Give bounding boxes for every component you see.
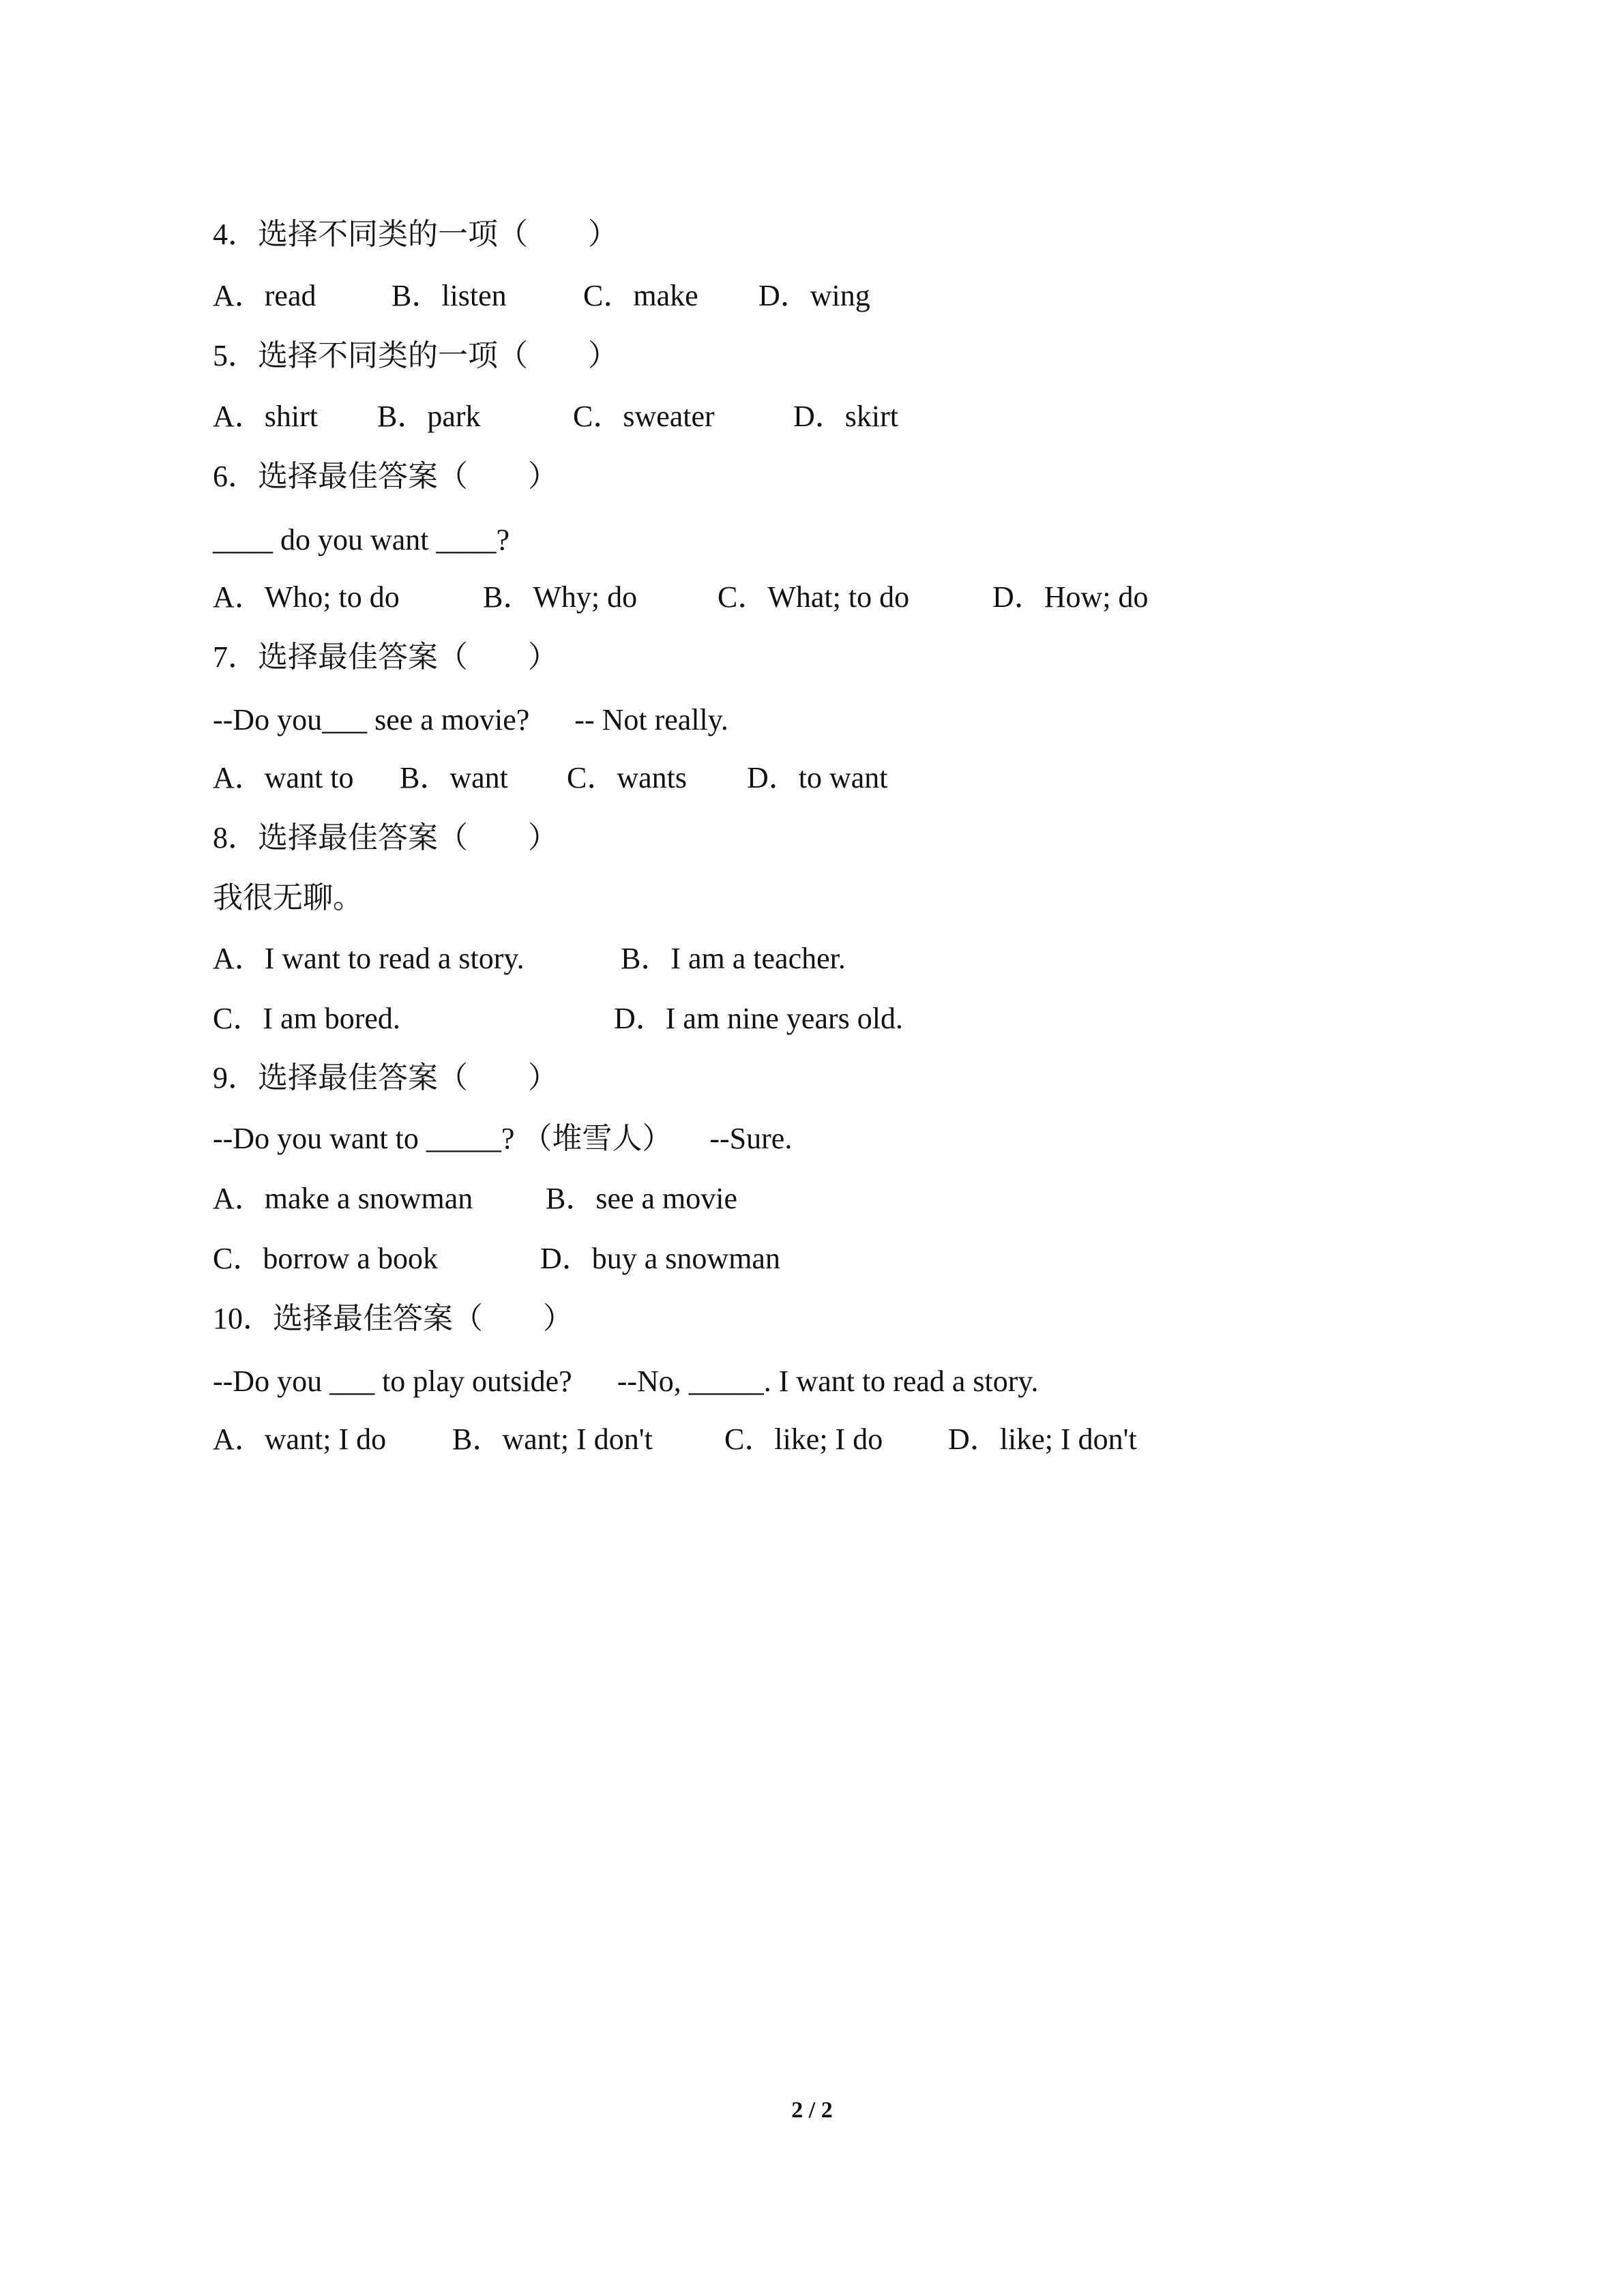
question-10-option-a: A．want; I do — [213, 1422, 387, 1456]
question-10-prompt: 10．选择最佳答案（ ） — [213, 1302, 573, 1335]
question-9-option-b: B．see a movie — [546, 1182, 738, 1215]
question-7-option-c: C．wants — [567, 761, 687, 794]
question-6-stem: ____ do you want ____? — [213, 523, 510, 556]
question-10-option-b: B．want; I don't — [452, 1422, 653, 1456]
question-9-option-d: D．buy a snowman — [540, 1242, 780, 1275]
question-8-option-d: D．I am nine years old. — [614, 1002, 903, 1035]
question-4-option-b: B．listen — [392, 279, 507, 312]
question-6-option-b: B．Why; do — [483, 580, 638, 614]
question-10-option-c: C．like; I do — [724, 1422, 883, 1456]
question-6-option-d: D．How; do — [992, 580, 1149, 614]
question-5-option-c: C．sweater — [573, 400, 715, 433]
question-8-option-c: C．I am bored. — [213, 1002, 400, 1035]
question-10-stem: --Do you ___ to play outside? --No, _____. I want to read a story. — [213, 1365, 1039, 1398]
question-9-option-c: C．borrow a book — [213, 1242, 438, 1275]
question-8-prompt: 8．选择最佳答案（ ） — [213, 821, 558, 854]
question-8-option-a: A．I want to read a story. — [213, 942, 525, 975]
question-9-stem: --Do you want to _____? （堆雪人） --Sure. — [213, 1122, 793, 1155]
question-6-option-a: A．Who; to do — [213, 580, 400, 614]
question-9-prompt: 9．选择最佳答案（ ） — [213, 1061, 558, 1094]
question-4-prompt: 4．选择不同类的一项（ ） — [213, 218, 618, 251]
question-7-option-a: A．want to — [213, 761, 354, 794]
page-number: 2 / 2 — [791, 2098, 833, 2123]
question-6-prompt: 6．选择最佳答案（ ） — [213, 460, 558, 493]
question-7-prompt: 7．选择最佳答案（ ） — [213, 640, 558, 674]
question-4-option-c: C．make — [583, 279, 698, 312]
question-5-option-d: D．skirt — [793, 400, 898, 433]
question-7-option-b: B．want — [400, 761, 508, 794]
question-5-prompt: 5．选择不同类的一项（ ） — [213, 339, 618, 372]
question-9-option-a: A．make a snowman — [213, 1182, 473, 1215]
question-6-option-c: C．What; to do — [718, 580, 910, 614]
question-8-stem: 我很无聊。 — [213, 881, 363, 914]
question-7-option-d: D．to want — [747, 761, 888, 794]
question-7-stem: --Do you___ see a movie? -- Not really. — [213, 703, 728, 736]
question-4-option-a: A．read — [213, 279, 316, 312]
question-8-option-b: B．I am a teacher. — [621, 942, 846, 975]
question-4-option-d: D．wing — [758, 279, 870, 312]
question-10-option-d: D．like; I don't — [948, 1422, 1137, 1456]
question-5-option-a: A．shirt — [213, 400, 318, 433]
question-5-option-b: B．park — [377, 400, 481, 433]
